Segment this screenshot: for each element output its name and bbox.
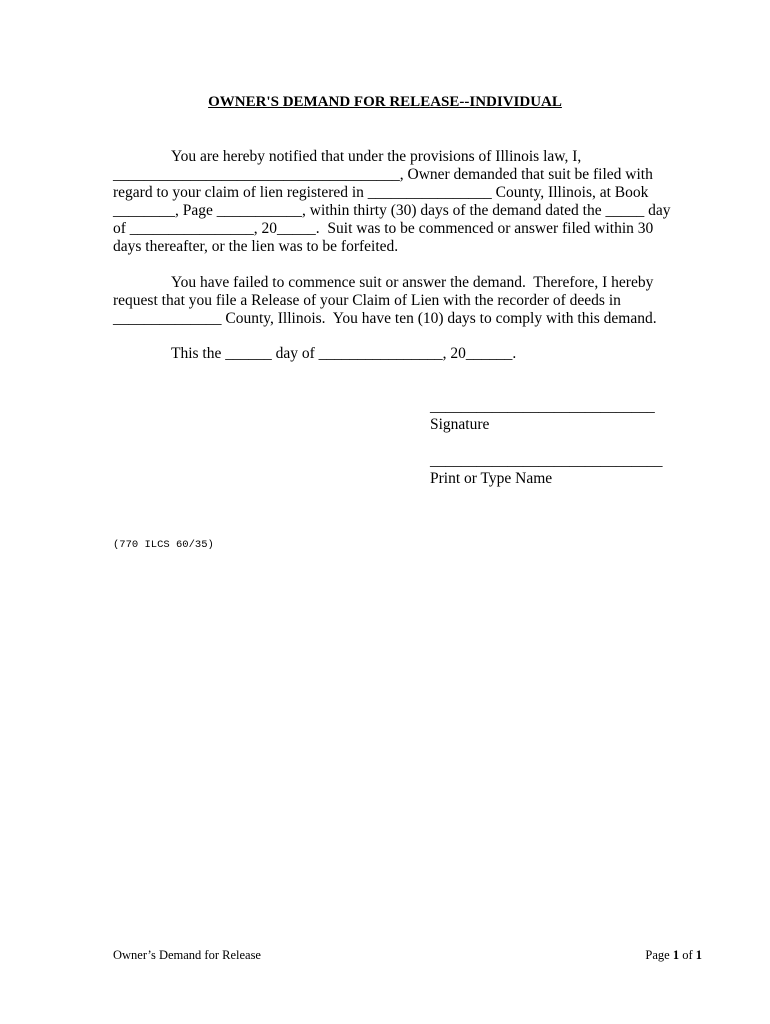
print-name-line: ______________________________ bbox=[430, 452, 663, 469]
document-title: OWNER'S DEMAND FOR RELEASE--INDIVIDUAL bbox=[208, 94, 562, 110]
footer-page-of: of bbox=[682, 948, 693, 962]
footer-page-number bbox=[645, 948, 702, 963]
paragraph1-line-4: ________, Page ___________, within thirty (30) days of the demand dated the _____ day bbox=[113, 202, 671, 219]
date-line: This the ______ day of ________________, 20______. bbox=[171, 345, 517, 362]
footer-page-total: 1 bbox=[695, 948, 702, 962]
paragraph1-line-3: regard to your claim of lien registered in ________________ County, Illinois, at Book bbox=[113, 184, 649, 201]
paragraph1-line-5: of ________________, 20_____. Suit was to be commenced or answer filed within 30 bbox=[113, 220, 654, 237]
signature-line: _____________________________ bbox=[430, 398, 655, 415]
signature-label: Signature bbox=[430, 416, 490, 433]
footer-page-current: 1 bbox=[672, 948, 680, 962]
footer-page-prefix: Page bbox=[645, 948, 670, 962]
statute-citation: (770 ILCS 60/35) bbox=[113, 539, 214, 551]
paragraph1-line-2: _____________________________________, Owner demanded that suit be filed with bbox=[113, 166, 653, 183]
paragraph1-line-1: You are hereby notified that under the provisions of Illinois law, I, bbox=[171, 148, 582, 165]
print-name-label: Print or Type Name bbox=[430, 470, 553, 487]
paragraph2-line-2: request that you file a Release of your Claim of Lien with the recorder of deeds in bbox=[113, 292, 621, 309]
paragraph2-line-3: ______________ County, Illinois. You have ten (10) days to comply with this demand. bbox=[113, 310, 657, 327]
paragraph2-line-1: You have failed to commence suit or answer the demand. Therefore, I hereby bbox=[171, 274, 654, 291]
footer-document-name: Owner’s Demand for Release bbox=[113, 948, 261, 962]
paragraph1-line-6: days thereafter, or the lien was to be forfeited. bbox=[113, 238, 399, 255]
